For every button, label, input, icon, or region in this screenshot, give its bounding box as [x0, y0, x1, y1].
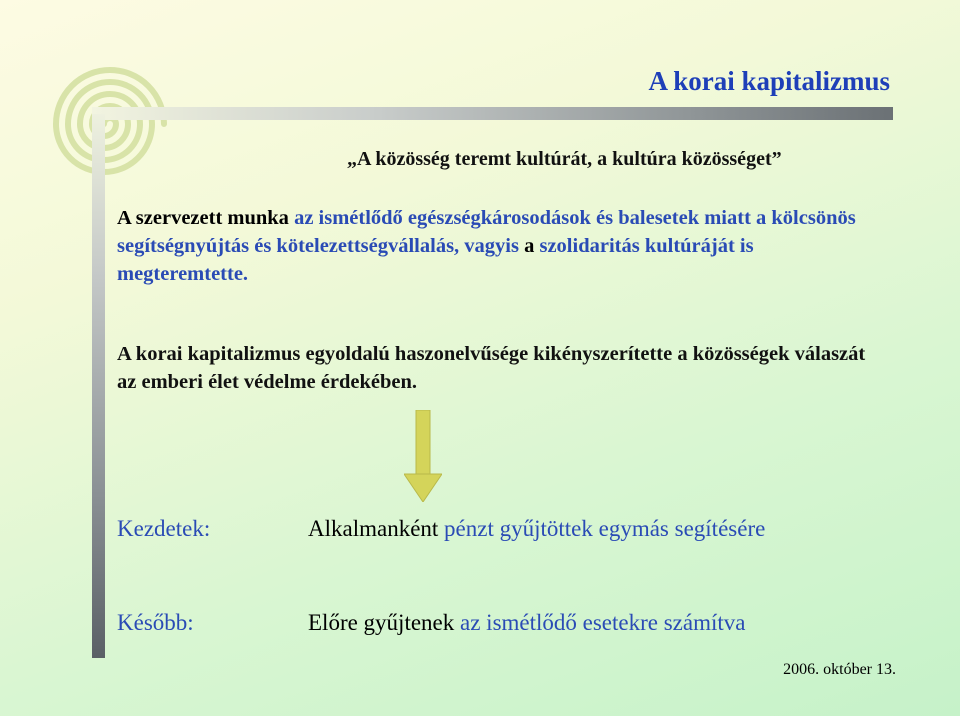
- paragraph1-part3: a: [518, 235, 535, 257]
- row2-text-black: Előre gyűjtenek: [308, 610, 455, 635]
- row-label-later: Később:: [117, 610, 194, 635]
- row-text-later: [308, 610, 745, 636]
- row2-text-blue: az ismétlődő esetekre számítva: [454, 610, 746, 635]
- paragraph-capitalism: A korai kapitalizmus egyoldalú haszonelvűsége kikényszerítette a közösségek válaszát az emberi élet védelme érdekében.: [117, 343, 866, 393]
- side-rule: [92, 114, 105, 658]
- row1-text-black: Alkalmanként: [308, 516, 439, 541]
- motto-quote: „A közösség teremt kultúrát, a kultúra közösséget”: [347, 148, 782, 170]
- header-rule: [92, 107, 893, 120]
- spiral-logo-icon: [44, 58, 176, 190]
- paragraph1-part1: A szervezett munka: [117, 207, 289, 229]
- arrow-down-icon: [404, 410, 442, 502]
- slide-date: 2006. október 13.: [783, 661, 896, 678]
- row1-text-blue: pénzt gyűjtöttek egymás segítésére: [438, 516, 766, 541]
- row-label-beginnings: Kezdetek:: [117, 516, 211, 541]
- paragraph-solidarity: [117, 204, 877, 288]
- row-text-beginnings: [308, 516, 765, 542]
- slide-title: A korai kapitalizmus: [648, 66, 890, 96]
- paragraph1-part4: szolidaritás kultúráját is megteremtette.: [117, 235, 754, 285]
- paragraph1-part2: az ismétlődő egészségkárosodások és balesetek miatt a kölcsönös segítségnyújtás és kötelezettségvállalás, vagyis: [117, 207, 856, 257]
